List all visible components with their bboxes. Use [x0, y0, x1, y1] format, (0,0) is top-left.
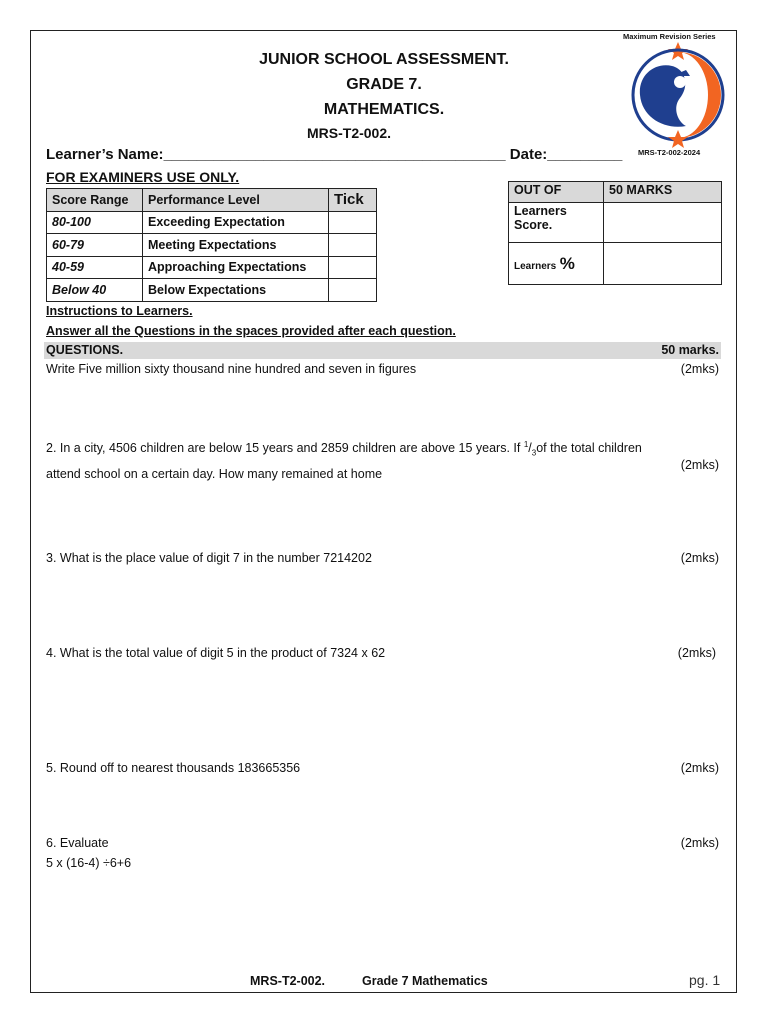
performance-level: Exceeding Expectation — [143, 211, 329, 234]
table-row — [47, 279, 377, 302]
question-text: attend school on a certain day. How many remained at home — [46, 466, 383, 481]
question-4 — [46, 643, 721, 663]
learner-name-blank[interactable]: _________________________________________ — [163, 146, 506, 163]
learners-pct-cell[interactable] — [604, 243, 722, 285]
table-row — [47, 211, 377, 234]
performance-table — [46, 188, 377, 302]
logo-icon — [620, 40, 740, 148]
performance-level: Approaching Expectations — [143, 256, 329, 279]
out-of-label: OUT OF — [509, 182, 604, 203]
question-marks: (2mks) — [680, 362, 719, 376]
question-text: 5. Round off to nearest thousands 183665356 — [46, 761, 301, 775]
total-marks: 50 marks. — [661, 343, 719, 357]
question-marks: (2mks) — [680, 836, 719, 850]
fraction-denominator: 3 — [531, 448, 537, 458]
score-range: Below 40 — [47, 279, 143, 302]
score-range: 40-59 — [47, 256, 143, 279]
question-text: Write Five million sixty thousand nine hundred and seven in figures — [46, 362, 417, 376]
question-2: 2. In a city, 4506 children are below 15 years and 2859 children are above 15 years. If $^1/_3of$ the total children attend school on a certain day. How many remained at home (2mks) — [46, 440, 719, 481]
question-marks: (2mks) — [680, 761, 719, 775]
question-marks: (2mks) — [680, 458, 719, 472]
question-marks: (2mks) — [677, 646, 716, 660]
instructions-line: Answer all the Questions in the spaces provided after each question. — [46, 324, 456, 338]
performance-level: Meeting Expectations — [143, 234, 329, 257]
question-3 — [46, 548, 721, 568]
footer-code: MRS-T2-002. — [250, 974, 326, 988]
question-text: of the total children — [536, 441, 642, 456]
footer-subject: Grade 7 Mathematics — [362, 974, 488, 988]
title-line-3: MATHEMATICS. — [323, 101, 445, 118]
series-label: Maximum Revision Series — [623, 32, 716, 41]
table-row — [47, 256, 377, 279]
table-row — [47, 234, 377, 257]
page-number: pg. 1 — [689, 972, 721, 988]
score-range: 80-100 — [47, 211, 143, 234]
question-marks: (2mks) — [680, 551, 719, 565]
question-text: 2. In a city, 4506 children are below 15 years and 2859 children are above 15 years. If — [46, 441, 524, 456]
question-expression: 5 x (16-4) ÷6+6 — [46, 856, 132, 870]
col-tick: Tick — [329, 189, 377, 212]
question-text: 4. What is the total value of digit 5 in the product of 7324 x 62 — [46, 646, 386, 660]
date-blank[interactable]: _________ — [547, 146, 623, 163]
col-score-range: Score Range — [47, 189, 143, 212]
learner-name-label: Learner’s Name: — [46, 146, 164, 163]
performance-level: Below Expectations — [143, 279, 329, 302]
fraction-numerator: 1 — [523, 440, 529, 449]
learners-pct-label — [509, 243, 604, 285]
examiners-heading: FOR EXAMINERS USE ONLY. — [46, 169, 240, 185]
instructions-heading: Instructions to Learners. — [46, 304, 193, 318]
learners-score-cell[interactable] — [604, 203, 722, 243]
logo-code: MRS-T2-002-2024 — [638, 148, 701, 157]
tick-cell[interactable] — [329, 211, 377, 234]
title-line-1: JUNIOR SCHOOL ASSESSMENT. — [259, 51, 509, 68]
learners-pct-text: Learners — [514, 260, 557, 272]
question-text: 6. Evaluate — [46, 836, 109, 850]
question-6 — [46, 833, 721, 873]
learner-name-row — [46, 146, 622, 163]
paper-code: MRS-T2-002. — [307, 125, 392, 141]
questions-label: QUESTIONS. — [46, 343, 124, 357]
question-text: 3. What is the place value of digit 7 in the number 7214202 — [46, 551, 372, 565]
score-range: 60-79 — [47, 234, 143, 257]
question-1 — [46, 359, 721, 379]
learners-score-label: Learners Score. — [509, 203, 604, 243]
tick-cell[interactable] — [329, 256, 377, 279]
title-line-2: GRADE 7. — [346, 76, 422, 93]
marks-label: 50 MARKS — [604, 182, 722, 203]
question-5 — [46, 758, 721, 778]
pct-symbol: % — [559, 253, 575, 273]
date-label: Date: — [509, 146, 548, 163]
score-table — [508, 181, 722, 285]
tick-cell[interactable] — [329, 279, 377, 302]
questions-bar — [44, 342, 721, 359]
col-performance-level: Performance Level — [143, 189, 329, 212]
tick-cell[interactable] — [329, 234, 377, 257]
